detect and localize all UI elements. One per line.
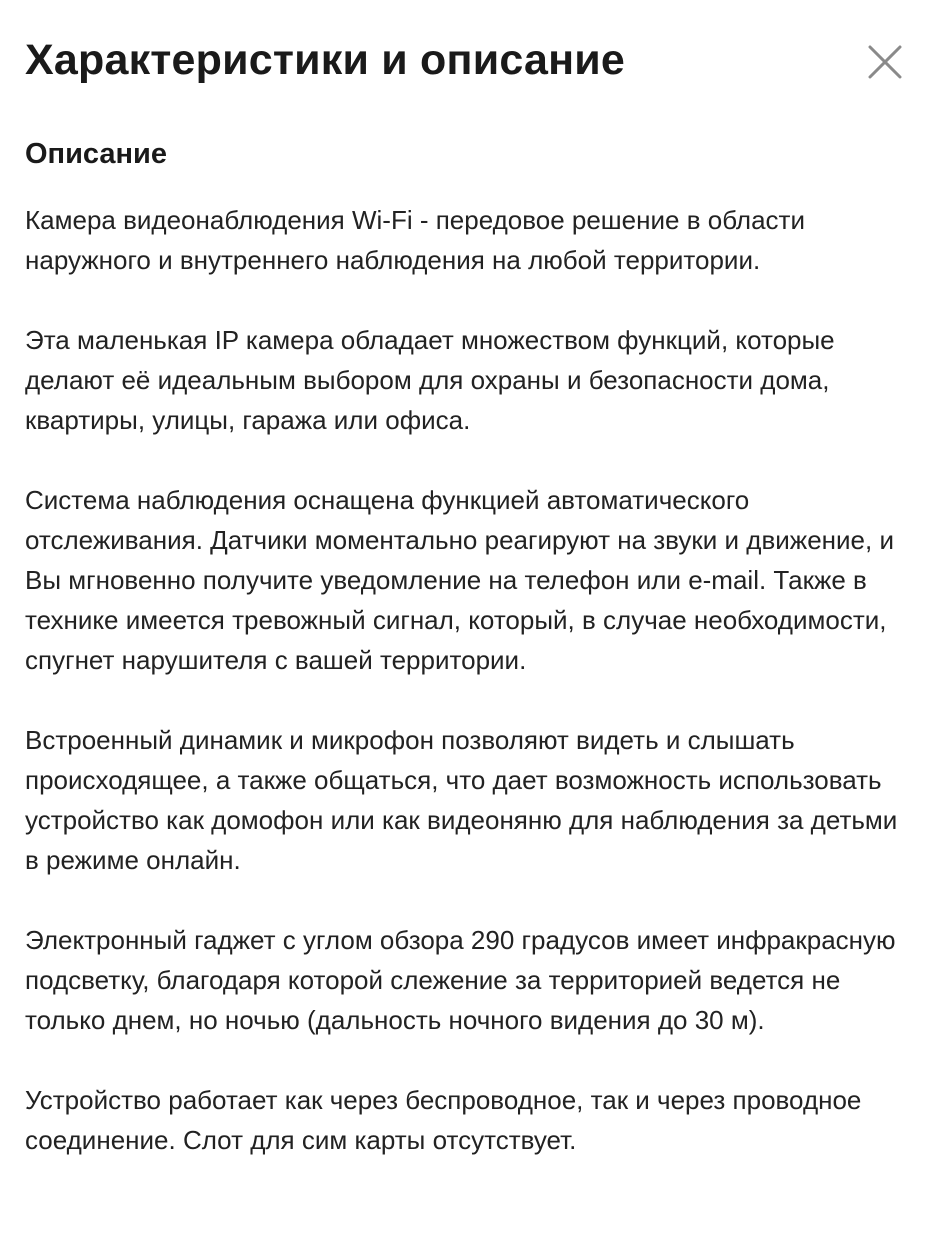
description-paragraph: Эта маленькая IP камера обладает множеством функций, которые делают её идеальным выбором для охраны и безопасности дома, квартиры, улицы, гаража или офиса. [25,325,835,435]
close-button[interactable] [865,42,905,82]
description-paragraph: Встроенный динамик и микрофон позволяют видеть и слышать происходящее, а также общаться, что дает возможность использовать устройство как домофон или как видеоняню для наблюдения за детьми в режиме онлайн. [25,725,898,875]
description-body [25,200,905,1200]
modal-title: Характеристики и описание [25,36,626,84]
description-paragraph: Камера видеонаблюдения Wi-Fi - передовое решение в области наружного и внутреннего наблюдения на любой территории. [25,205,805,275]
modal-header [25,26,901,96]
description-paragraph: Устройство работает как через беспроводное, так и через проводное соединение. Слот для сим карты отсутствует. [25,1085,862,1155]
description-paragraph: Система наблюдения оснащена функцией автоматического отслеживания. Датчики моментально реагируют на звуки и движение, и Вы мгновенно получите уведомление на телефон или e-mail. Также в технике имеется тревожный сигнал, который, в случае необходимости, спугнет нарушителя с вашей территории. [25,485,894,675]
description-paragraph: Электронный гаджет с углом обзора 290 градусов имеет инфракрасную подсветку, благодаря которой слежение за территорией ведется не только днем, но ночью (дальность ночного видения до 30 м). [25,925,896,1035]
close-icon [865,42,905,82]
section-title-description: Описание [25,138,167,170]
